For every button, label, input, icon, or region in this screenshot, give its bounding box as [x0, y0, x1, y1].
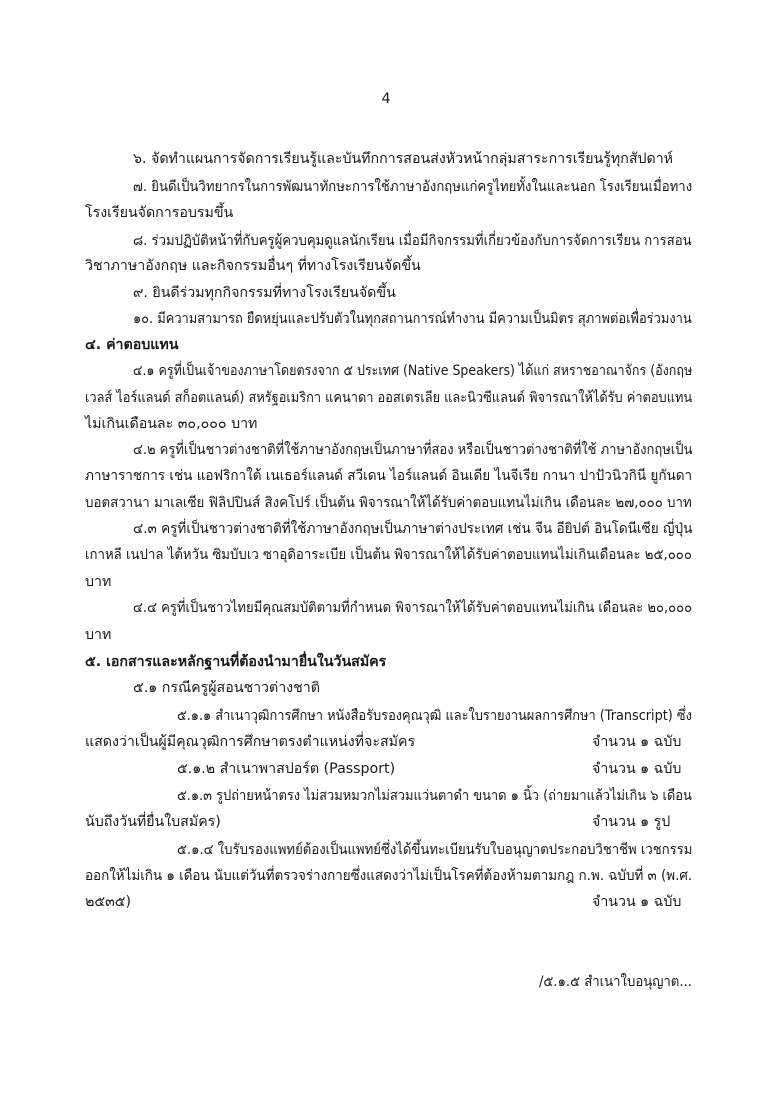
page-number: 4 [381, 91, 391, 107]
item-5-1-1-quantity: จำนวน ๑ ฉบับ [592, 734, 682, 750]
item-8-line-2: วิชาภาษาอังกฤษ และกิจกรรมอื่นๆ ที่ทางโรงเรียนจัดขึ้น [85, 258, 421, 274]
item-5-1-1-line-2: แสดงว่าเป็นผู้มีคุณวุฒิการศึกษาตรงตำแหน่งที่จะสมัคร [85, 734, 416, 750]
para-4-1-line-2: เวลส์ ไอร์แลนด์ สก็อตแลนด์) สหรัฐอเมริกา แคนาดา ออสเตรเลีย และนิวซีแลนด์ พิจารณาให้ได้รับ ค่าตอบแทน [85, 390, 693, 406]
item-5-1-3-line-1: ๕.๑.๓ รูปถ่ายหน้าตรง ไม่สวมหมวกไม่สวมแว่นตาดำ ขนาด ๑ นิ้ว (ถ่ายมาแล้วไม่เกิน ๖ เดือน [177, 788, 692, 804]
para-4-1-line-3: ไม่เกินเดือนละ ๓๐,๐๐๐ บาท [85, 416, 258, 432]
para-4-3-line-2: เกาหลี เนปาล ไต้หวัน ซิมบับเว ซาอุดิอาระเบีย เป็นต้น พิจารณาให้ได้รับค่าตอบแทนไม่เกินเดือนละ ๒๕,๐๐๐ [85, 547, 692, 563]
para-4-2-line-3: บอตสวานา มาเลเซีย ฟิลิปปินส์ สิงคโปร์ เป็นต้น พิจารณาให้ได้รับค่าตอบแทนไม่เกิน เดือนละ ๒๗,๐๐๐ บาท [85, 495, 692, 511]
item-5-1-3-line-2: นับถึงวันที่ยื่นใบสมัคร) [85, 814, 221, 830]
section-5-heading: ๕. เอกสารและหลักฐานที่ต้องนำมายื่นในวันสมัคร [85, 654, 387, 670]
item-10: ๑๐. มีความสามารถ ยืดหยุ่นและปรับตัวในทุกสถานการณ์ทำงาน มีความเป็นมิตร สุภาพต่อเพื่อร่วมงาน [133, 311, 692, 327]
para-4-2-line-1: ๔.๒ ครูที่เป็นชาวต่างชาติที่ใช้ภาษาอังกฤษเป็นภาษาที่สอง หรือเป็นชาวต่างชาติที่ใช้ ภาษาอังกฤษเป็น [133, 442, 693, 458]
para-4-4-line-1: ๔.๔ ครูที่เป็นชาวไทยมีคุณสมบัติตามที่กำหนด พิจารณาให้ได้รับค่าตอบแทนไม่เกิน เดือนละ ๒๐,๐๐๐ [133, 600, 693, 616]
item-9: ๙. ยินดีร่วมทุกกิจกรรมที่ทางโรงเรียนจัดขึ้น [133, 285, 396, 301]
item-7-line-2: โรงเรียนจัดการอบรมขึ้น [85, 205, 234, 221]
item-5-1-4-line-3: ๒๕๓๕) [85, 894, 132, 910]
item-6: ๖. จัดทำแผนการจัดการเรียนรู้และบันทึกการสอนส่งหัวหน้ากลุ่มสาระการเรียนรู้ทุกสัปดาห์ [133, 151, 674, 167]
para-4-3-line-1: ๔.๓ ครูที่เป็นชาวต่างชาติที่ใช้ภาษาอังกฤษเป็นภาษาต่างประเทศ เช่น จีน อียิปต์ อินโดนีเซีย ญี่ปุ่น [133, 521, 693, 537]
para-4-1-line-1: ๔.๑ ครูที่เป็นเจ้าของภาษาโดยตรงจาก ๕ ประเทศ (Native Speakers) ได้แก่ สหราชอาณาจักร (อังกฤษ [133, 363, 693, 379]
item-8-line-1: ๘. ร่วมปฏิบัติหน้าที่กับครูผู้ควบคุมดูแลนักเรียน เมื่อมีกิจกรรมที่เกี่ยวข้องกับการจัดการเรียน การสอน [133, 233, 692, 249]
item-5-1-4-line-1: ๕.๑.๔ ใบรับรองแพทย์ต้องเป็นแพทย์ซึ่งได้ขึ้นทะเบียนรับใบอนุญาตประกอบวิชาชีพ เวชกรรม [177, 842, 693, 858]
item-5-1-4-line-2: ออกให้ไม่เกิน ๑ เดือน นับแต่วันที่ตรวจร่างกายซึ่งแสดงว่าไม่เป็นโรคที่ต้องห้ามตามกฎ ก.พ. ฉบับที่ ๓ (พ.ศ. [85, 868, 693, 884]
item-5-1-2-quantity: จำนวน ๑ ฉบับ [592, 761, 682, 777]
section-4-heading: ๔. ค่าตอบแทน [85, 337, 179, 353]
item-5-1-3-quantity: จำนวน ๑ รูป [592, 814, 671, 830]
continuation-note: /๕.๑.๕ สำเนาใบอนุญาต... [539, 974, 692, 990]
item-5-1-2: ๕.๑.๒ สำเนาพาสปอร์ต (Passport) [177, 761, 396, 777]
para-4-3-line-3: บาท [85, 574, 112, 590]
item-7-line-1: ๗. ยินดีเป็นวิทยากรในการพัฒนาทักษะการใช้ภาษาอังกฤษแก่ครูไทยทั้งในและนอก โรงเรียนเมื่อทาง [133, 179, 693, 195]
item-5-1-4-quantity: จำนวน ๑ ฉบับ [592, 894, 682, 910]
subsection-5-1: ๕.๑ กรณีครูผู้สอนชาวต่างชาติ [133, 680, 320, 696]
para-4-2-line-2: ภาษาราชการ เช่น แอฟริกาใต้ เนเธอร์แลนด์ สวีเดน ไอร์แลนด์ อินเดีย ไนจีเรีย กานา ปาปัวนิวกินี ยูกันดา [85, 468, 693, 484]
item-5-1-1-line-1: ๕.๑.๑ สำเนาวุฒิการศึกษา หนังสือรับรองคุณวุฒิ และใบรายงานผลการศึกษา (Transcript) ซึ่ง [177, 708, 692, 724]
para-4-4-line-2: บาท [85, 627, 112, 643]
